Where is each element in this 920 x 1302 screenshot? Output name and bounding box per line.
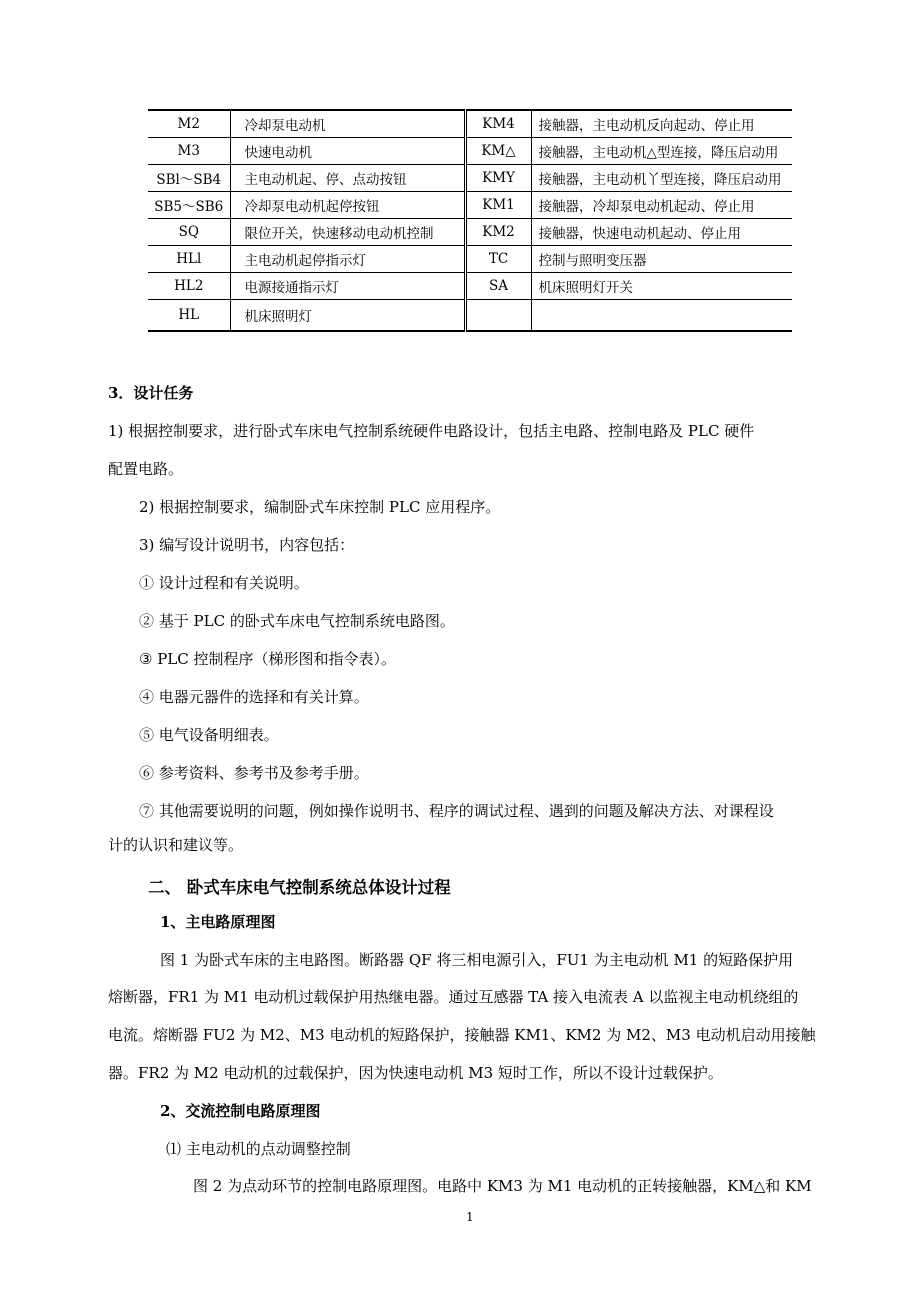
component-description: 主电动机起、停、点动按钮 <box>230 165 465 192</box>
component-code: KM4 <box>465 110 531 138</box>
component-code: SA <box>465 273 531 300</box>
component-description: 接触器，主电动机丫型连接，降压启动用 <box>531 165 792 192</box>
component-description: 机床照明灯开关 <box>531 273 792 300</box>
list-item-2: ② 基于 PLC 的卧式车床电气控制系统电路图。 <box>139 612 455 630</box>
table-row <box>148 273 792 300</box>
list-item-4: ④ 电器元器件的选择和有关计算。 <box>139 688 369 706</box>
component-code: HLl <box>148 246 230 273</box>
component-description: 接触器，主电动机△型连接，降压启动用 <box>531 138 792 165</box>
paragraph-line: 图 2 为点动环节的控制电路原理图。电路中 KM3 为 M1 电动机的正转接触器，KM△和 KM <box>193 1177 812 1195</box>
subsection-2-sub: ⑴ 主电动机的点动调整控制 <box>166 1140 351 1158</box>
component-description: 控制与照明变压器 <box>531 246 792 273</box>
list-item-5: ⑤ 电气设备明细表。 <box>139 726 279 744</box>
subsection-2-heading: 2、交流控制电路原理图 <box>160 1102 321 1120</box>
task-1-line-1: 1) 根据控制要求，进行卧式车床电气控制系统硬件电路设计，包括主电路、控制电路及 PLC 硬件 <box>108 422 755 440</box>
list-item-7-line-1: ⑦ 其他需要说明的问题，例如操作说明书、程序的调试过程、遇到的问题及解决方法、对课程设 <box>139 802 774 820</box>
paragraph-line: 熔断器，FR1 为 M1 电动机过载保护用热继电器。通过互感器 TA 接入电流表 A 以监视主电动机绕组的 <box>108 988 799 1006</box>
component-description: 主电动机起停指示灯 <box>230 246 465 273</box>
component-description <box>531 300 792 332</box>
task-2: 2) 根据控制要求，编制卧式车床控制 PLC 应用程序。 <box>139 498 501 516</box>
table-row <box>148 165 792 192</box>
section-heading: 3．设计任务 <box>108 384 194 402</box>
component-code: SBl～SB4 <box>148 165 230 192</box>
component-description: 电源接通指示灯 <box>230 273 465 300</box>
component-code: SB5～SB6 <box>148 192 230 219</box>
component-description: 限位开关，快速移动电动机控制 <box>230 219 465 246</box>
component-description: 接触器，快速电动机起动、停止用 <box>531 219 792 246</box>
task-3: 3) 编写设计说明书，内容包括： <box>139 536 355 554</box>
component-code <box>465 300 531 332</box>
component-code: HL <box>178 307 200 323</box>
table-row <box>148 219 792 246</box>
table-row <box>148 246 792 273</box>
component-code: KM1 <box>465 192 531 219</box>
component-code: HL2 <box>148 273 230 300</box>
component-table <box>148 109 792 332</box>
component-description: 冷却泵电动机 <box>230 110 465 138</box>
list-item-1: ① 设计过程和有关说明。 <box>139 574 309 592</box>
component-description: 接触器，冷却泵电动机起动、停止用 <box>531 192 792 219</box>
table-row <box>148 110 792 138</box>
component-description: 冷却泵电动机起停按钮 <box>230 192 465 219</box>
component-description: 机床照明灯 <box>230 300 465 332</box>
table-row <box>148 138 792 165</box>
subsection-1-heading: 1、主电路原理图 <box>160 913 276 931</box>
component-code: KM△ <box>465 138 531 165</box>
component-code: KMY <box>465 165 531 192</box>
component-description: 接触器，主电动机反向起动、停止用 <box>531 110 792 138</box>
paragraph-line: 图 1 为卧式车床的主电路图。断路器 QF 将三相电源引入，FU1 为主电动机 M1 的短路保护用 <box>160 951 794 969</box>
component-description: 快速电动机 <box>230 138 465 165</box>
list-item-3: ③ PLC 控制程序（梯形图和指令表）。 <box>139 650 397 668</box>
component-code: M3 <box>148 138 230 165</box>
component-code: TC <box>465 246 531 273</box>
list-item-7-line-2: 计的认识和建议等。 <box>108 836 244 854</box>
table-row <box>148 300 792 332</box>
page-number: 1 <box>466 1210 474 1224</box>
component-code: M2 <box>148 110 230 138</box>
chapter-heading: 二、 卧式车床电气控制系统总体设计过程 <box>148 878 451 897</box>
paragraph-line: 电流。熔断器 FU2 为 M2、M3 电动机的短路保护，接触器 KM1、KM2 为 M2、M3 电动机启动用接触 <box>108 1026 816 1044</box>
table-row <box>148 192 792 219</box>
component-code: KM2 <box>465 219 531 246</box>
paragraph-line: 器。FR2 为 M2 电动机的过载保护，因为快速电动机 M3 短时工作，所以不设计过载保护。 <box>108 1064 723 1082</box>
component-code: SQ <box>148 219 230 246</box>
task-1-line-2: 配置电路。 <box>108 460 184 478</box>
list-item-6: ⑥ 参考资料、参考书及参考手册。 <box>139 764 369 782</box>
